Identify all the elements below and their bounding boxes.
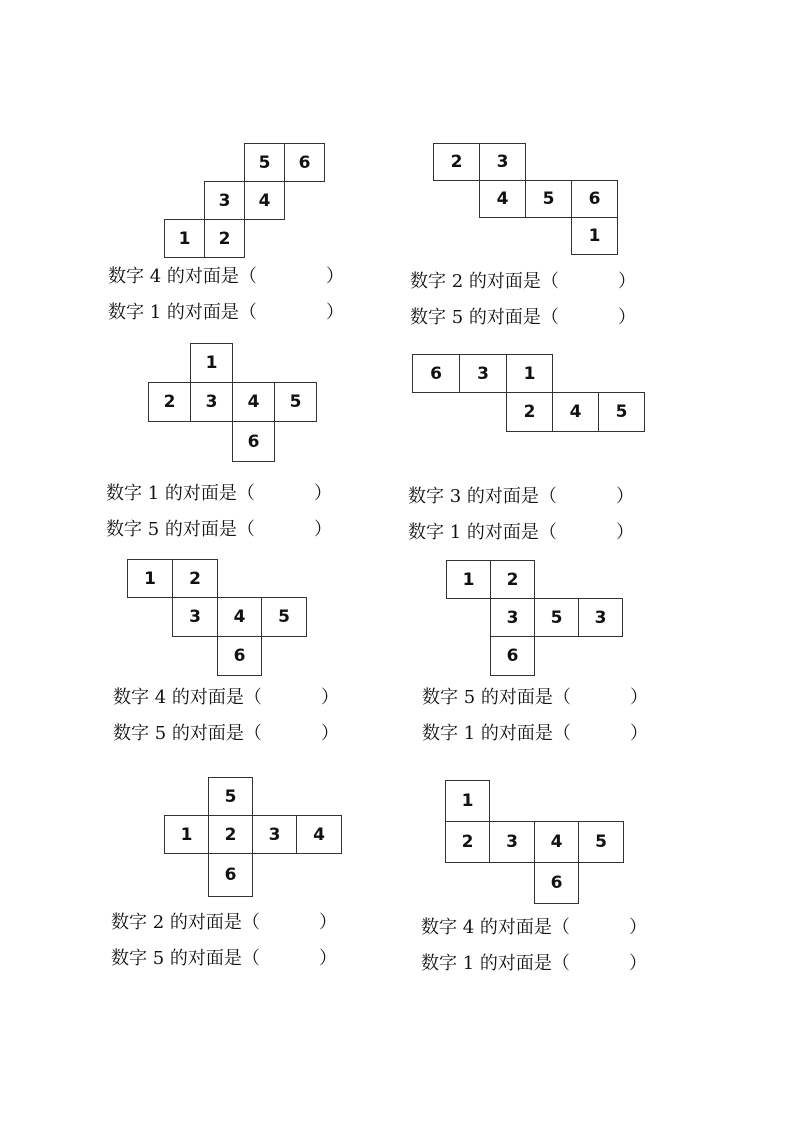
net-cell: 6 bbox=[534, 862, 579, 904]
question-text: 数字 1 的对面是（ bbox=[422, 723, 571, 744]
net-cell: 6 bbox=[217, 636, 262, 676]
net-cell: 5 bbox=[578, 821, 624, 863]
question-text: 数字 5 的对面是（ bbox=[106, 519, 255, 540]
net-cell: 1 bbox=[164, 815, 209, 854]
net-cell: 2 bbox=[433, 143, 480, 181]
net-cell: 2 bbox=[445, 821, 490, 863]
close-paren: ） bbox=[629, 917, 647, 938]
question-text: 数字 5 的对面是（ bbox=[113, 723, 262, 744]
net-cell: 1 bbox=[164, 219, 205, 258]
close-paren: ） bbox=[314, 519, 332, 540]
net-cell: 5 bbox=[534, 598, 579, 637]
net-cell: 6 bbox=[412, 354, 460, 393]
net-cell: 2 bbox=[172, 559, 218, 598]
net-cell: 6 bbox=[284, 143, 325, 182]
close-paren: ） bbox=[314, 483, 332, 504]
question-text: 数字 1 的对面是（ bbox=[408, 522, 557, 543]
question-text: 数字 2 的对面是（ bbox=[111, 912, 260, 933]
net-cell: 4 bbox=[296, 815, 342, 854]
question-text: 数字 1 的对面是（ bbox=[106, 483, 255, 504]
close-paren: ） bbox=[319, 948, 337, 969]
question-text: 数字 1 的对面是（ bbox=[421, 953, 570, 974]
net-cell: 6 bbox=[232, 421, 275, 462]
question-text: 数字 3 的对面是（ bbox=[408, 486, 557, 507]
net-cell: 1 bbox=[506, 354, 553, 393]
net-cell: 4 bbox=[479, 180, 526, 218]
net-cell: 1 bbox=[445, 780, 490, 822]
net-cell: 4 bbox=[217, 597, 262, 637]
net-cell: 1 bbox=[446, 560, 491, 599]
close-paren: ） bbox=[321, 687, 339, 708]
question-text: 数字 4 的对面是（ bbox=[108, 266, 257, 287]
net-cell: 6 bbox=[208, 853, 253, 897]
close-paren: ） bbox=[616, 522, 634, 543]
question-text: 数字 1 的对面是（ bbox=[108, 302, 257, 323]
net-cell: 1 bbox=[127, 559, 173, 598]
net-cell: 5 bbox=[525, 180, 572, 218]
question-text: 数字 5 的对面是（ bbox=[410, 307, 559, 328]
net-cell: 6 bbox=[571, 180, 618, 218]
net-cell: 3 bbox=[490, 598, 535, 637]
question-text: 数字 5 的对面是（ bbox=[422, 687, 571, 708]
close-paren: ） bbox=[326, 266, 344, 287]
net-cell: 2 bbox=[506, 392, 553, 432]
net-cell: 3 bbox=[204, 181, 245, 220]
close-paren: ） bbox=[321, 723, 339, 744]
close-paren: ） bbox=[616, 486, 634, 507]
net-cell: 2 bbox=[204, 219, 245, 258]
question-text: 数字 4 的对面是（ bbox=[421, 917, 570, 938]
net-cell: 6 bbox=[490, 636, 535, 676]
net-cell: 5 bbox=[598, 392, 645, 432]
net-cell: 3 bbox=[190, 382, 233, 422]
net-cell: 3 bbox=[252, 815, 297, 854]
close-paren: ） bbox=[618, 307, 636, 328]
close-paren: ） bbox=[618, 271, 636, 292]
net-cell: 4 bbox=[552, 392, 599, 432]
close-paren: ） bbox=[319, 912, 337, 933]
net-cell: 4 bbox=[534, 821, 579, 863]
close-paren: ） bbox=[630, 687, 648, 708]
question-text: 数字 2 的对面是（ bbox=[410, 271, 559, 292]
close-paren: ） bbox=[630, 723, 648, 744]
net-cell: 4 bbox=[232, 382, 275, 422]
net-cell: 2 bbox=[490, 560, 535, 599]
net-cell: 3 bbox=[578, 598, 623, 637]
net-cell: 3 bbox=[489, 821, 535, 863]
net-cell: 5 bbox=[274, 382, 317, 422]
net-cell: 1 bbox=[571, 217, 618, 255]
question-text: 数字 4 的对面是（ bbox=[113, 687, 262, 708]
close-paren: ） bbox=[629, 953, 647, 974]
net-cell: 5 bbox=[261, 597, 307, 637]
net-cell: 3 bbox=[172, 597, 218, 637]
net-cell: 3 bbox=[459, 354, 507, 393]
close-paren: ） bbox=[326, 302, 344, 323]
net-cell: 5 bbox=[244, 143, 285, 182]
question-text: 数字 5 的对面是（ bbox=[111, 948, 260, 969]
net-cell: 1 bbox=[190, 343, 233, 383]
net-cell: 4 bbox=[244, 181, 285, 220]
net-cell: 2 bbox=[148, 382, 191, 422]
net-cell: 3 bbox=[479, 143, 526, 181]
net-cell: 2 bbox=[208, 815, 253, 854]
net-cell: 5 bbox=[208, 777, 253, 816]
